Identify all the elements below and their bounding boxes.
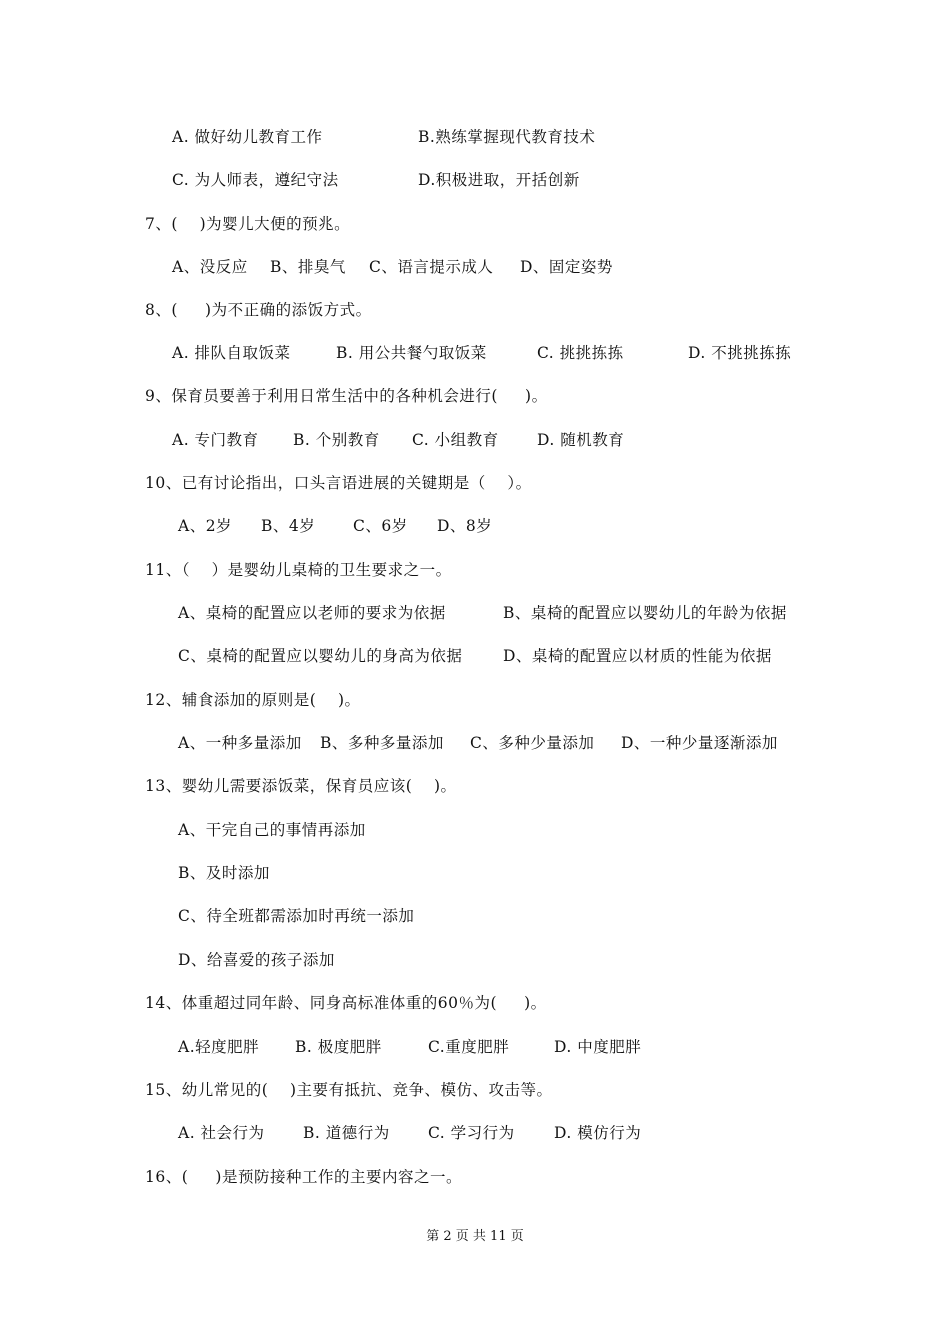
q6-option-a: A. 做好幼儿教育工作: [172, 128, 323, 146]
q14-option-a: A.轻度肥胖: [178, 1038, 260, 1056]
q11-option-d: D、桌椅的配置应以材质的性能为依据: [503, 647, 772, 665]
q10-option-a: A、2岁: [178, 517, 233, 535]
q13-option-a: A、干完自己的事情再添加: [178, 821, 366, 839]
q15-option-b: B. 道德行为: [303, 1124, 390, 1142]
q9-option-c: C. 小组教育: [412, 431, 499, 449]
q10-option-d: D、8岁: [437, 517, 493, 535]
q8-option-d: D. 不挑挑拣拣: [688, 344, 792, 362]
q13-option-b: B、及时添加: [178, 864, 270, 882]
q15-option-a: A. 社会行为: [178, 1124, 265, 1142]
q14-option-c: C.重度肥胖: [428, 1038, 510, 1056]
q6-option-c: C. 为人师表，遵纪守法: [172, 171, 339, 189]
q14-stem: 14、体重超过同年龄、同身高标准体重的60％为( )。: [145, 994, 547, 1012]
q8-option-a: A. 排队自取饭菜: [172, 344, 291, 362]
q10-option-c: C、6岁: [353, 517, 408, 535]
q6-option-b: B.熟练掌握现代教育技术: [418, 128, 596, 146]
q12-stem: 12、辅食添加的原则是( )。: [145, 691, 361, 709]
q9-option-a: A. 专门教育: [172, 431, 259, 449]
q7-option-a: A、没反应: [172, 258, 248, 276]
q12-option-d: D、一种少量逐渐添加: [621, 734, 778, 752]
q11-stem: 11、（ ）是婴幼儿桌椅的卫生要求之一。: [145, 561, 452, 579]
page-footer: 第 2 页 共 11 页: [426, 1229, 524, 1244]
q16-stem: 16、( )是预防接种工作的主要内容之一。: [145, 1168, 462, 1186]
q6-option-d: D.积极进取，开括创新: [418, 171, 580, 189]
q14-option-b: B. 极度肥胖: [295, 1038, 382, 1056]
q13-option-c: C、待全班都需添加时再统一添加: [178, 907, 415, 925]
q15-stem: 15、幼儿常见的( )主要有抵抗、竞争、模仿、攻击等。: [145, 1081, 553, 1099]
q7-option-d: D、固定姿势: [520, 258, 613, 276]
q12-option-b: B、多种多量添加: [320, 734, 444, 752]
q15-option-c: C. 学习行为: [428, 1124, 515, 1142]
q15-option-d: D. 模仿行为: [554, 1124, 642, 1142]
q10-stem: 10、已有讨论指出，口头言语进展的关键期是（ ）。: [145, 474, 532, 492]
q7-option-b: B、排臭气: [270, 258, 346, 276]
q11-option-a: A、桌椅的配置应以老师的要求为依据: [178, 604, 446, 622]
q8-stem: 8、( )为不正确的添饭方式。: [145, 301, 372, 319]
q11-option-c: C、桌椅的配置应以婴幼儿的身高为依据: [178, 647, 463, 665]
q9-option-b: B. 个别教育: [293, 431, 380, 449]
q11-option-b: B、桌椅的配置应以婴幼儿的年龄为依据: [503, 604, 787, 622]
q10-option-b: B、4岁: [261, 517, 316, 535]
q7-option-c: C、语言提示成人: [369, 258, 494, 276]
q9-option-d: D. 随机教育: [537, 431, 625, 449]
q8-option-c: C. 挑挑拣拣: [537, 344, 624, 362]
q14-option-d: D. 中度肥胖: [554, 1038, 642, 1056]
q9-stem: 9、保育员要善于利用日常生活中的各种机会进行( )。: [145, 387, 548, 405]
q8-option-b: B. 用公共餐勺取饭菜: [336, 344, 487, 362]
q12-option-a: A、一种多量添加: [178, 734, 302, 752]
q13-option-d: D、给喜爱的孩子添加: [178, 951, 335, 969]
q13-stem: 13、婴幼儿需要添饭菜，保育员应该( )。: [145, 777, 457, 795]
q12-option-c: C、多种少量添加: [470, 734, 595, 752]
q7-stem: 7、( )为婴儿大便的预兆。: [145, 215, 351, 233]
